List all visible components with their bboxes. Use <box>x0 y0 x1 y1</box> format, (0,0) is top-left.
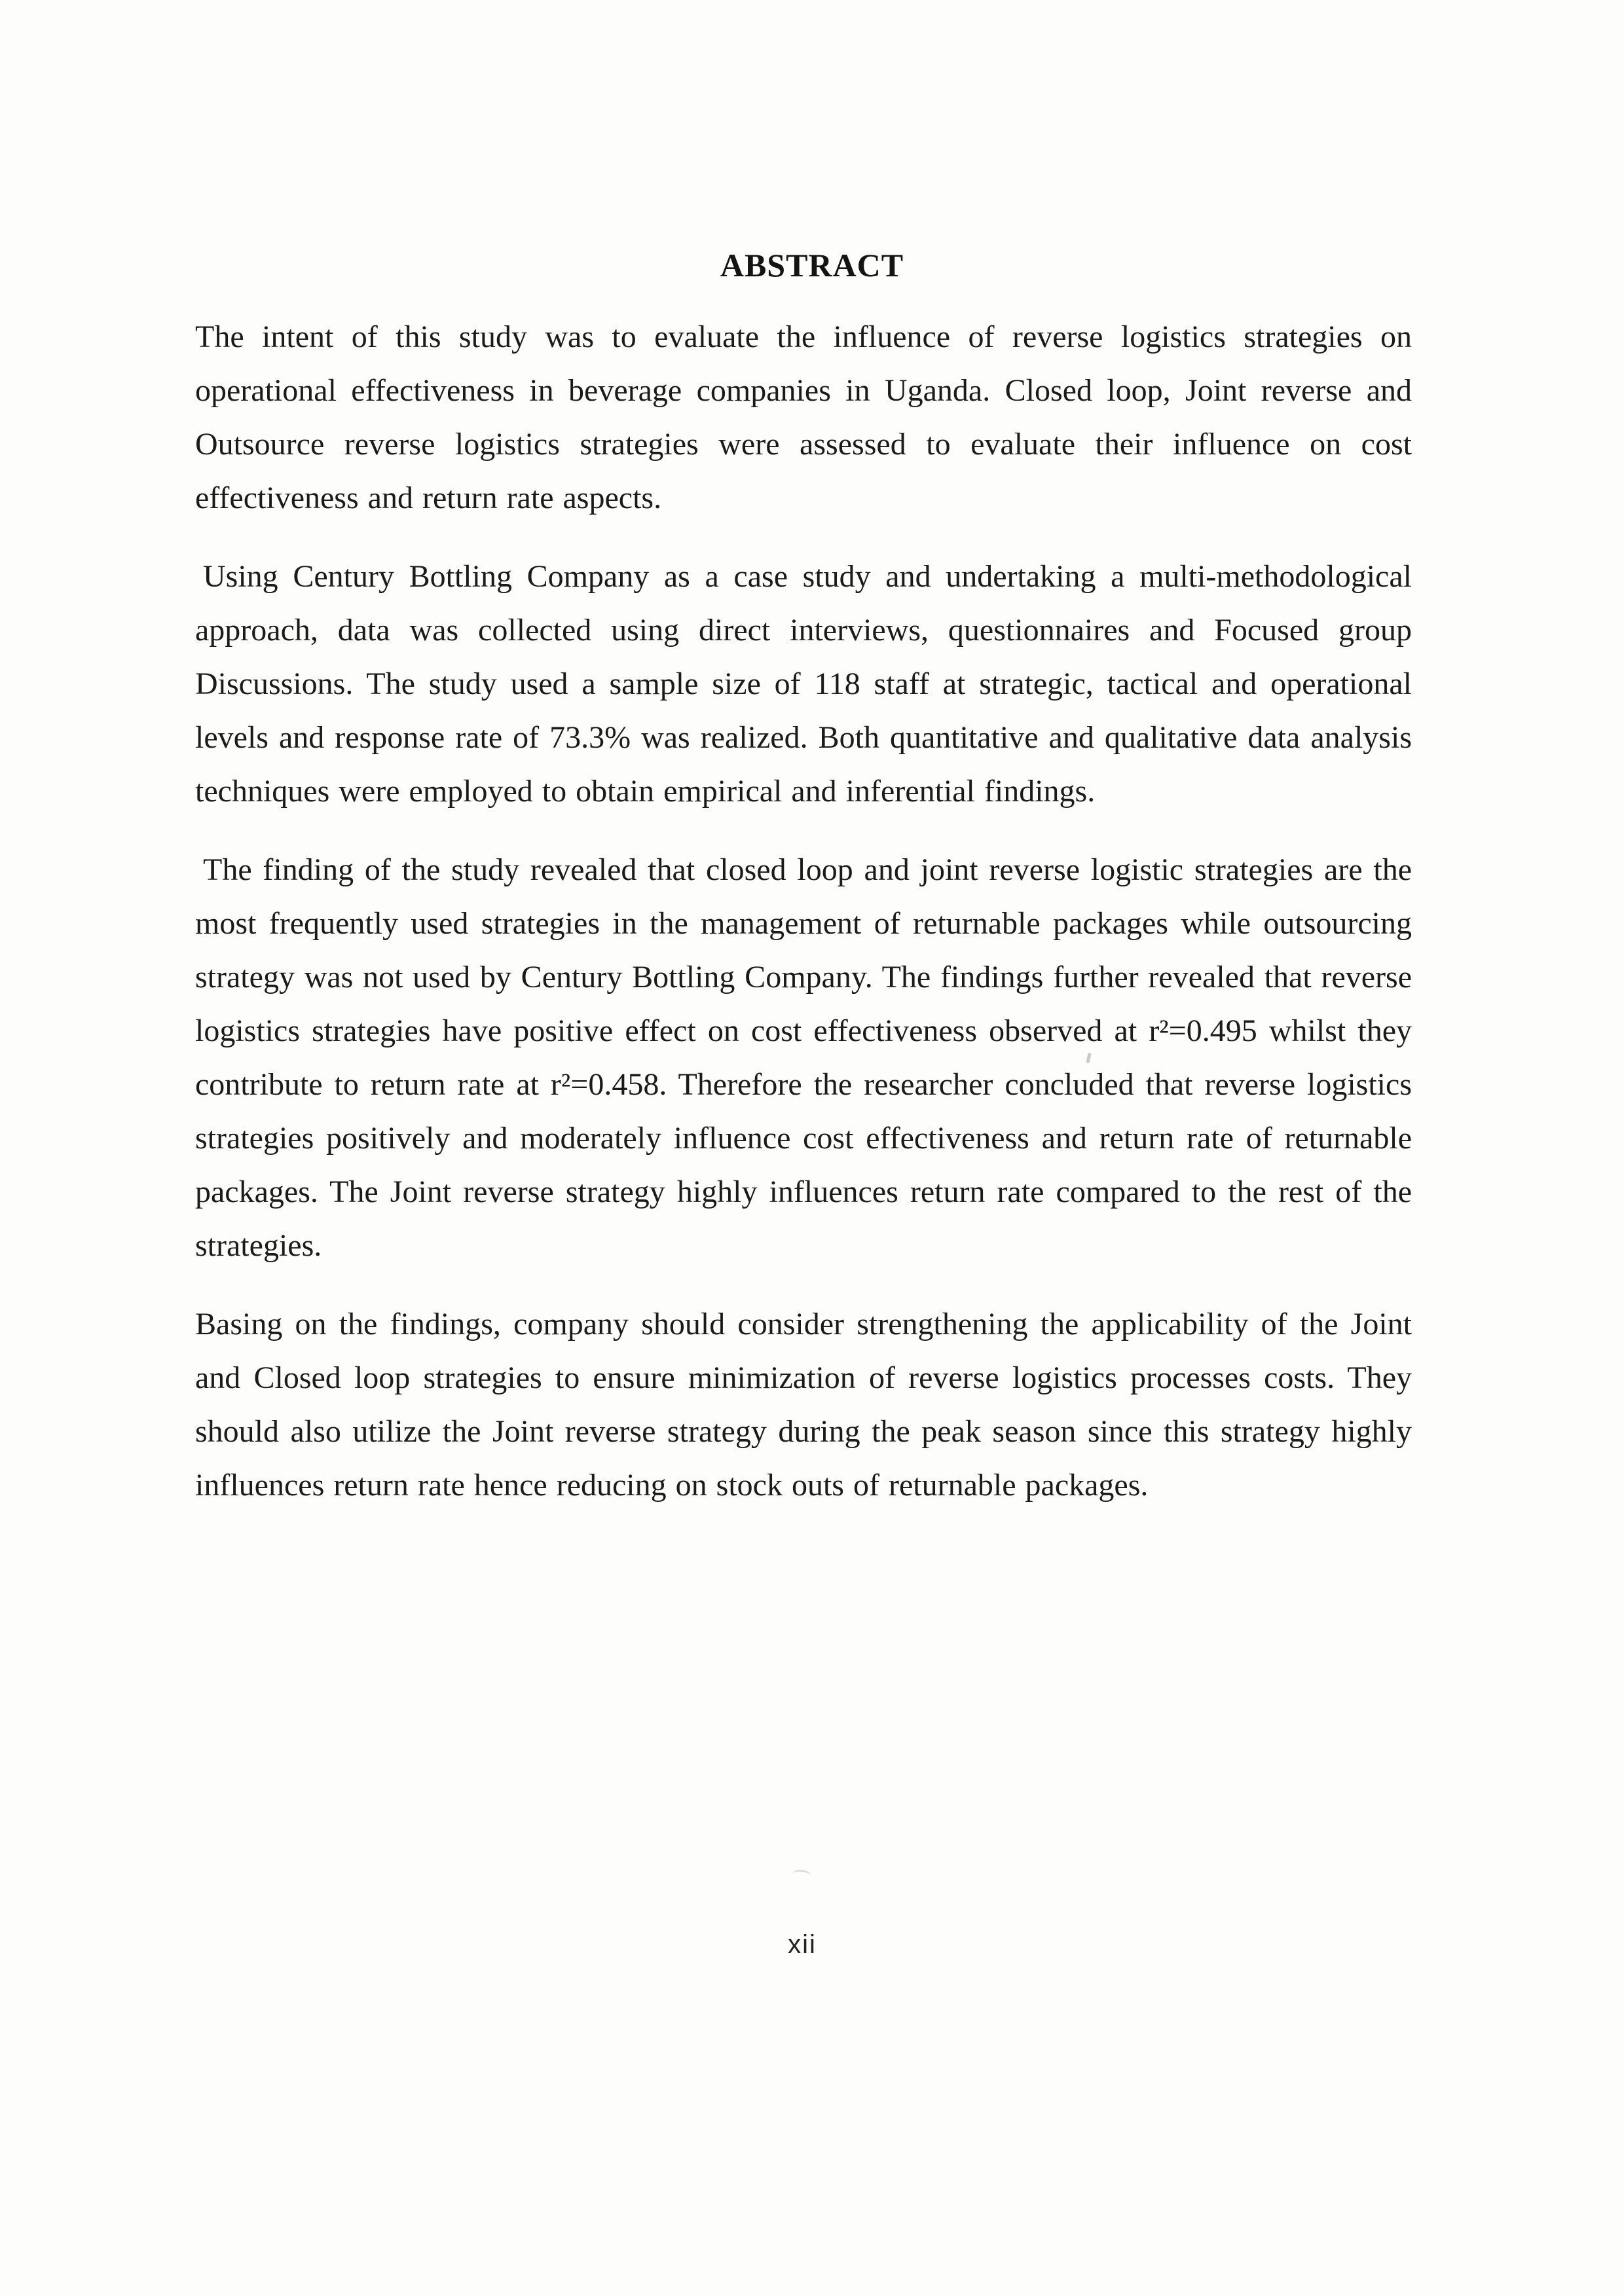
page-title: ABSTRACT <box>720 247 904 283</box>
page-number: xii <box>788 1930 817 1959</box>
abstract-paragraph-3: The finding of the study revealed that closed loop and joint reverse logistic strategies are the most frequently used strategies in the management of returnable packages while outsourcing strategy was not used by Century Bottling Company. The findings further revealed that reverse logistics strategies have positive effect on cost effectiveness observed at r²=0.495 whilst they contribute to return rate at r²=0.458. Therefore the researcher concluded that reverse logistics strategies positively and moderately influence cost effectiveness and return rate of returnable packages. The Joint reverse strategy highly influences return rate compared to the rest of the strategies. <box>195 852 1412 1263</box>
scan-smudge-arc <box>792 1869 811 1881</box>
abstract-paragraph-1: The intent of this study was to evaluate the influence of reverse logistics strategies on operational effectiveness in beverage companies in Uganda. Closed loop, Joint reverse and Outsource reverse logistics strategies were assessed to evaluate their influence on cost effectiveness and return rate aspects. <box>195 319 1412 515</box>
abstract-body <box>195 310 1412 1512</box>
abstract-paragraph-4: Basing on the findings, company should consider strengthening the applicability of the Joint and Closed loop strategies to ensure minimization of reverse logistics processes costs. They should also utilize the Joint reverse strategy during the peak season since this strategy highly influences return rate hence reducing on stock outs of returnable packages. <box>195 1307 1412 1503</box>
abstract-paragraph-2: Using Century Bottling Company as a case study and undertaking a multi-methodological approach, data was collected using direct interviews, questionnaires and Focused group Discussions. The study used a sample size of 118 staff at strategic, tactical and operational levels and response rate of 73.3% was realized. Both quantitative and qualitative data analysis techniques were employed to obtain empirical and inferential findings. <box>195 559 1412 809</box>
